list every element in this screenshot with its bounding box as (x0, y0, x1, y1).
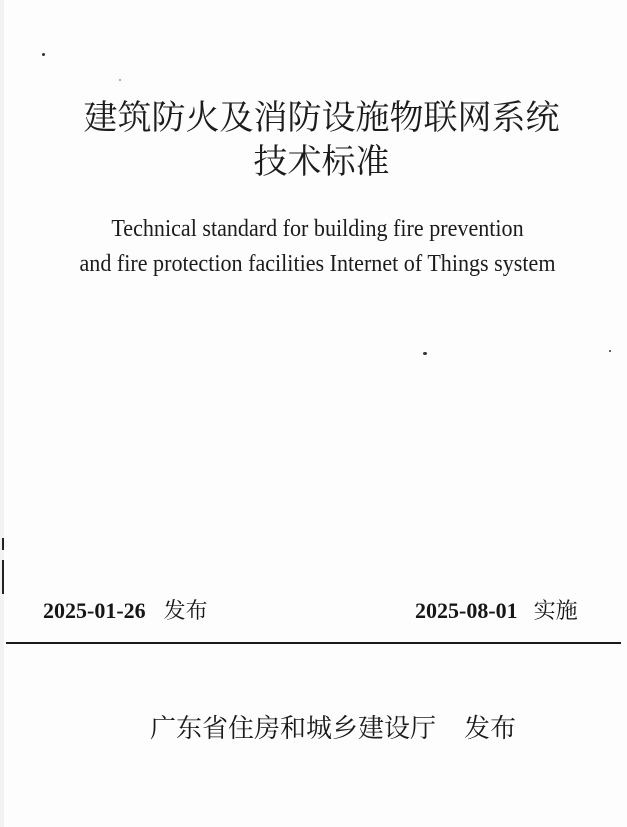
publisher-name: 广东省住房和城乡建设厅 (150, 714, 437, 744)
scan-mark (2, 538, 4, 550)
horizontal-rule (6, 642, 621, 644)
scan-speck (423, 352, 427, 355)
scan-speck (609, 350, 611, 352)
issue-label: 发布 (163, 599, 208, 624)
issue-date: 2025-01-26 (43, 598, 146, 623)
title-english-line-2: and fire protection facilities Internet of Things system (79, 251, 556, 277)
effective-date: 2025-08-01 (415, 598, 518, 623)
title-chinese-line-1: 建筑防火及消防设施物联网系统 (83, 98, 560, 138)
effective-date-block (415, 600, 578, 623)
publisher-action: 发布 (464, 714, 517, 744)
scan-mark (2, 560, 4, 594)
scan-speck (42, 53, 45, 56)
effective-label: 实施 (533, 599, 578, 624)
title-english-line-1: Technical standard for building fire prevention (111, 216, 524, 242)
issue-date-block (43, 600, 208, 623)
title-chinese-line-2: 技术标准 (253, 142, 390, 182)
scan-speck (119, 79, 121, 81)
publisher-line (150, 716, 516, 742)
scan-edge (0, 0, 4, 827)
